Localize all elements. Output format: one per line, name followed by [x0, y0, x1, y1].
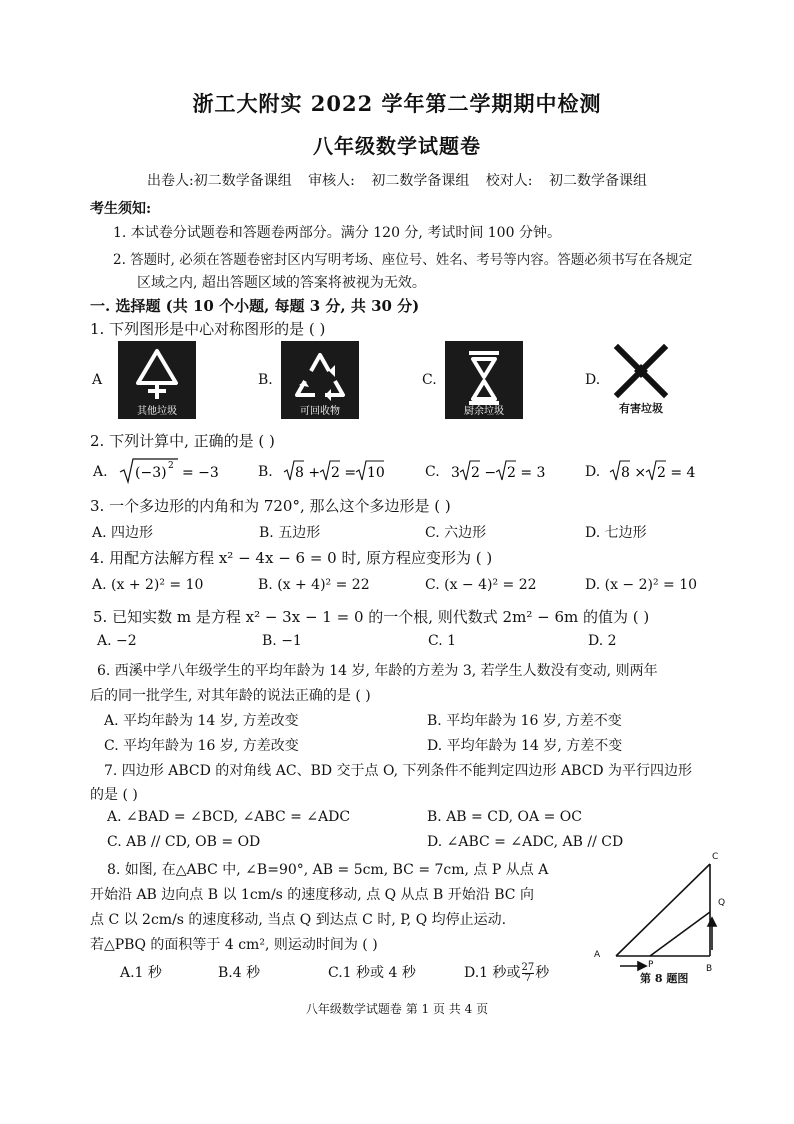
q4-option-a: A. (x + 2)² = 10 [92, 577, 204, 593]
svg-text:(−3): (−3) [135, 465, 167, 481]
q6-option-d: D. 平均年龄为 14 岁, 方差不变 [427, 738, 623, 754]
point-a-label: A [594, 950, 601, 960]
q4-option-c: C. (x − 4)² = 22 [425, 577, 537, 593]
q4-option-d: D. (x − 2)² = 10 [585, 577, 698, 593]
q2-option-b-formula [282, 456, 392, 486]
svg-text:3: 3 [451, 465, 460, 481]
q8-option-b: B.4 秒 [218, 965, 261, 981]
q3-option-c: C. 六边形 [425, 525, 487, 541]
point-c-label: C [712, 852, 719, 862]
recycle-other-waste-icon [118, 341, 196, 419]
svg-text:8 +: 8 + [295, 465, 321, 481]
q1-label-b: B. [258, 372, 273, 388]
notice-item-1: 1. 本试卷分试题卷和答题卷两部分。满分 120 分, 考试时间 100 分钟。 [113, 225, 561, 241]
q1-stem: 1. 下列图形是中心对称图形的是 ( ) [90, 320, 326, 338]
fraction-denominator: 7 [524, 972, 532, 984]
q8-figure [588, 850, 738, 990]
svg-text:2 =: 2 = [331, 465, 357, 481]
svg-text:8 ×: 8 × [621, 465, 647, 481]
icon-label-recyclable: 可回收物 [300, 406, 340, 417]
icon-label-kitchen: 厨余垃圾 [464, 406, 504, 417]
q6-option-c: C. 平均年龄为 16 岁, 方差改变 [104, 738, 299, 754]
fraction-numerator: 27 [521, 961, 535, 973]
q1-label-d: D. [585, 372, 601, 388]
q2-label-a: A. [93, 464, 108, 480]
segment-pq [650, 912, 710, 956]
q8-line-4: 若△PBQ 的面积等于 4 cm², 则运动时间为 ( ) [90, 937, 378, 953]
notice-item-2a: 2. 答题时, 必须在答题卷密封区内写明考场、座位号、姓名、考号等内容。答题必须书写在各规定 [113, 252, 693, 268]
q2-stem: 2. 下列计算中, 正确的是 ( ) [90, 432, 275, 450]
q3-option-d: D. 七边形 [585, 525, 647, 541]
point-b-label: B [706, 964, 713, 974]
q8-line-1: 8. 如图, 在△ABC 中, ∠B=90°, AB = 5cm, BC = 7cm, 点 P 从点 A [107, 862, 549, 878]
svg-text:2 −: 2 − [471, 465, 497, 481]
q2-label-b: B. [258, 464, 273, 480]
q5-option-a: A. −2 [97, 633, 137, 649]
point-q-label: Q [718, 898, 726, 908]
q6-stem-line-2: 后的同一批学生, 对其年龄的说法正确的是 ( ) [90, 688, 371, 704]
exam-subtitle: 八年级数学试题卷 [313, 134, 481, 158]
q3-option-b: B. 五边形 [259, 525, 321, 541]
svg-text:2: 2 [168, 461, 174, 471]
notice-item-2b: 区域之内, 超出答题区域的答案将被视为无效。 [137, 275, 426, 291]
section-1-heading: 一. 选择题 (共 10 个小题, 每题 3 分, 共 30 分) [90, 297, 420, 315]
q8-option-d [464, 962, 549, 984]
svg-text:2 = 4: 2 = 4 [657, 465, 696, 481]
q2-option-a-formula [118, 456, 238, 486]
q8-option-d-fraction [522, 963, 535, 984]
q5-stem: 5. 已知实数 m 是方程 x² − 3x − 1 = 0 的一个根, 则代数式 2m² − 6m 的值为 ( ) [93, 608, 650, 626]
hypotenuse-ac [616, 864, 710, 956]
exam-title: 浙工大附实 2022 学年第二学期期中检测 [192, 91, 602, 116]
q7-option-d: D. ∠ABC = ∠ADC, AB // CD [427, 834, 624, 850]
q7-stem-line-1: 7. 四边形 ABCD 的对角线 AC、BD 交于点 O, 下列条件不能判定四边形 ABCD 为平行四边形 [104, 763, 693, 779]
q4-option-b: B. (x + 4)² = 22 [258, 577, 370, 593]
recyclable-icon [281, 341, 359, 419]
page-footer: 八年级数学试题卷 第 1 页 共 4 页 [305, 1002, 489, 1016]
svg-text:= −3: = −3 [182, 465, 219, 481]
q2-option-c-formula [450, 456, 560, 486]
notice-heading: 考生须知: [90, 201, 152, 217]
q5-option-c: C. 1 [428, 633, 457, 649]
icon-label-other: 其他垃圾 [137, 406, 177, 417]
svg-text:2 = 3: 2 = 3 [507, 465, 546, 481]
kitchen-waste-icon [445, 341, 523, 419]
point-p-label: P [648, 960, 654, 970]
q1-label-a: A [92, 372, 103, 388]
icon-label-hazardous: 有害垃圾 [619, 402, 663, 415]
q7-option-a: A. ∠BAD = ∠BCD, ∠ABC = ∠ADC [107, 809, 351, 825]
q1-label-c: C. [422, 372, 437, 388]
q2-option-d-formula [608, 456, 718, 486]
q6-option-b: B. 平均年龄为 16 岁, 方差不变 [427, 713, 622, 729]
exam-authors: 出卷人:初二数学备课组 审核人: 初二数学备课组 校对人: 初二数学备课组 [147, 173, 647, 189]
q7-option-c: C. AB // CD, OB = OD [107, 834, 261, 850]
q6-stem-line-1: 6. 西溪中学八年级学生的平均年龄为 14 岁, 年龄的方差为 3, 若学生人数没有变动, 则两年 [97, 663, 658, 679]
q5-option-d: D. 2 [588, 633, 617, 649]
svg-text:10: 10 [367, 465, 385, 481]
q8-option-c: C.1 秒或 4 秒 [328, 965, 416, 981]
q8-line-3: 点 C 以 2cm/s 的速度移动, 当点 Q 到达点 C 时, P, Q 均停止运动. [90, 912, 507, 928]
q7-stem-line-2: 的是 ( ) [90, 787, 138, 803]
q4-stem: 4. 用配方法解方程 x² − 4x − 6 = 0 时, 原方程应变形为 ( ) [90, 549, 493, 567]
q2-label-c: C. [425, 464, 440, 480]
q6-option-a: A. 平均年龄为 14 岁, 方差改变 [104, 713, 299, 729]
q3-option-a: A. 四边形 [92, 525, 154, 541]
q8-option-d-unit: 秒 [535, 965, 550, 981]
figure-caption: 第 8 题图 [640, 972, 689, 985]
q3-stem: 3. 一个多边形的内角和为 720°, 那么这个多边形是 ( ) [90, 497, 451, 515]
q8-line-2: 开始沿 AB 边向点 B 以 1cm/s 的速度移动, 点 Q 从点 B 开始沿 BC 向 [90, 887, 534, 903]
q8-option-a: A.1 秒 [120, 965, 162, 981]
q7-option-b: B. AB = CD, OA = OC [427, 809, 582, 825]
q5-option-b: B. −1 [262, 633, 302, 649]
q8-option-d-text: D.1 秒或 [464, 965, 521, 981]
hazardous-waste-icon [608, 342, 674, 422]
q2-label-d: D. [585, 464, 601, 480]
